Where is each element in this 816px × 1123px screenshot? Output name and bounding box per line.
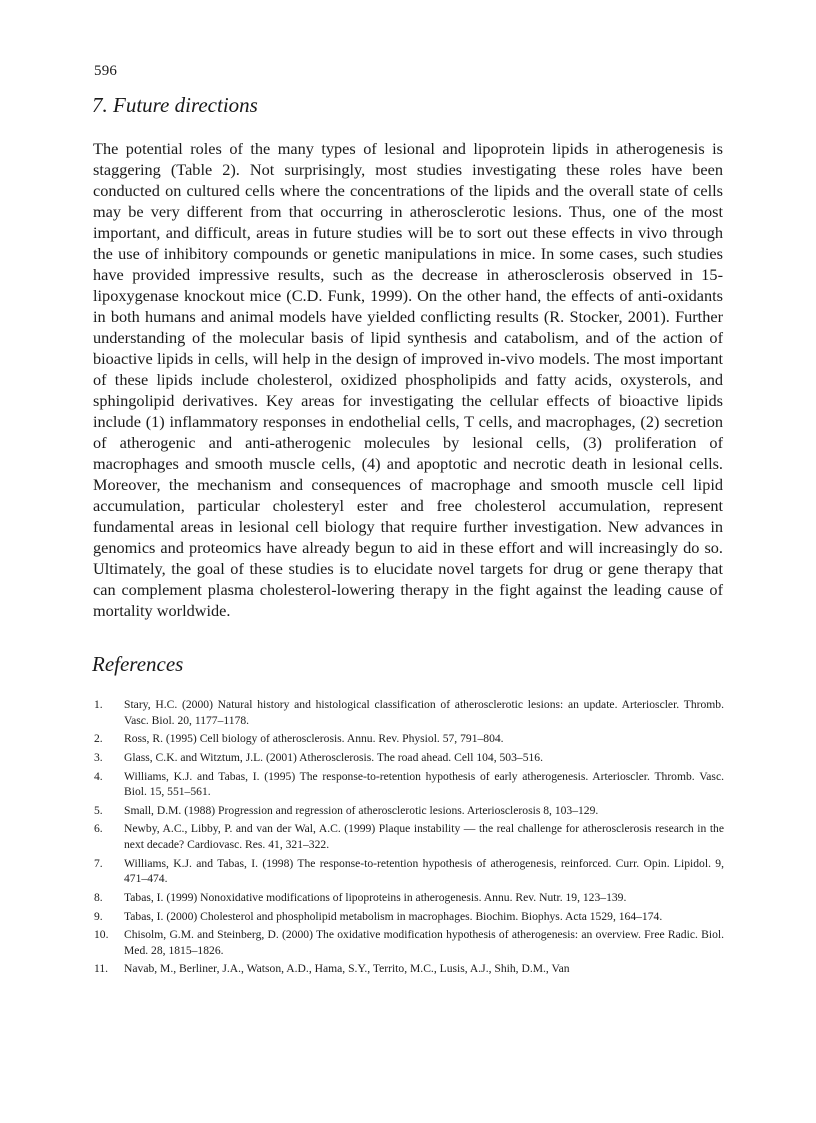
reference-number: 7. [94, 856, 103, 870]
reference-number: 3. [94, 750, 103, 764]
page-number: 596 [94, 63, 118, 79]
reference-item [94, 961, 724, 977]
reference-item [94, 731, 724, 747]
reference-item [94, 821, 724, 852]
reference-item [94, 927, 724, 958]
reference-text: Newby, A.C., Libby, P. and van der Wal, A.C. (1999) Plaque instability — the real challenge for atherosclerosis research in the next decade? Cardiovasc. Res. 41, 321–322. [124, 822, 724, 851]
section-title: 7. Future directions [92, 93, 258, 117]
reference-number: 6. [94, 822, 103, 836]
reference-text: Tabas, I. (1999) Nonoxidative modifications of lipoproteins in atherogenesis. Annu. Rev. Nutr. 19, 123–139. [124, 890, 627, 904]
section-body-paragraph: The potential roles of the many types of lesional and lipoprotein lipids in atherogenesis is staggering (Table 2). Not surprisingly, most studies investigating these roles have been conducted on cultured cells where the concentrations of the lipids and the overall state of cells may be very different from that occurring in atherosclerotic lesions. Thus, one of the most important, and difficult, areas in future studies will be to sort out these effects in vivo through the use of inhibitory compounds or genetic manipulations in mice. In some cases, such studies have provided impressive results, such as the decrease in atherosclerosis observed in 15-lipoxygenase knockout mice (C.D. Funk, 1999). On the other hand, the effects of anti-oxidants in both humans and animal models have yielded conflicting results (R. Stocker, 2001). Further understanding of the molecular basis of lipid synthesis and catabolism, and of the action of bioactive lipids in cells, will help in the design of improved in-vivo models. The most important of these lipids include cholesterol, oxidized phospholipids and fatty acids, oxysterols, and sphingolipid derivatives. Key areas for investigating the cellular effects of bioactive lipids include (1) inflammatory responses in endothelial cells, T cells, and macrophages, (2) secretion of atherogenic and anti-atherogenic molecules by lesional cells, (3) proliferation of macrophages and smooth muscle cells, (4) and apoptotic and necrotic death in lesional cells. Moreover, the mechanism and consequences of macrophage and smooth muscle cell lipid accumulation, particular cholesteryl ester and free cholesterol accumulation, represent fundamental areas in lesional cell biology that require further investigation. New advances in genomics and proteomics have already begun to aid in these effort and will increasingly do so. Ultimately, the goal of these studies is to elucidate novel targets for drug or gene therapy that can complement plasma cholesterol-lowering therapy in the fight against the leading cause of mortality worldwide. [93, 139, 723, 620]
reference-number: 1. [94, 698, 103, 711]
reference-item [94, 750, 724, 766]
reference-text: Stary, H.C. (2000) Natural history and histological classification of atherosclerotic lesions: an update. Arterioscler. Thromb. Vasc. Biol. 20, 1177–1178. [124, 698, 724, 727]
reference-number: 10. [94, 928, 109, 942]
reference-item [94, 890, 724, 906]
reference-text: Small, D.M. (1988) Progression and regression of atherosclerotic lesions. Arteriosclerosis 8, 103–129. [124, 803, 599, 817]
reference-number: 2. [94, 732, 103, 746]
reference-number: 11. [94, 962, 109, 976]
reference-item [94, 856, 724, 887]
reference-item [94, 803, 724, 819]
reference-list [94, 697, 724, 980]
reference-text: Navab, M., Berliner, J.A., Watson, A.D., Hama, S.Y., Territo, M.C., Lusis, A.J., Shih, D.M., Van [124, 962, 570, 976]
reference-text: Ross, R. (1995) Cell biology of atherosclerosis. Annu. Rev. Physiol. 57, 791–804. [124, 732, 504, 746]
reference-text: Glass, C.K. and Witztum, J.L. (2001) Atherosclerosis. The road ahead. Cell 104, 503–516. [124, 750, 543, 764]
reference-item [94, 769, 724, 800]
reference-number: 5. [94, 803, 103, 817]
reference-number: 4. [94, 769, 103, 783]
reference-text: Williams, K.J. and Tabas, I. (1995) The response-to-retention hypothesis of early atherogenesis. Arterioscler. Thromb. Vasc. Biol. 15, 551–561. [124, 769, 724, 799]
reference-text: Chisolm, G.M. and Steinberg, D. (2000) The oxidative modification hypothesis of atherogenesis: an overview. Free Radic. Biol. Med. 28, 1815–1826. [124, 928, 724, 957]
reference-text: Tabas, I. (2000) Cholesterol and phospholipid metabolism in macrophages. Biochim. Biophys. Acta 1529, 164–174. [124, 909, 663, 923]
references-title: References [92, 652, 184, 676]
reference-text: Williams, K.J. and Tabas, I. (1998) The response-to-retention hypothesis of atherogenesis, reinforced. Curr. Opin. Lipidol. 9, 471–474. [124, 856, 724, 886]
reference-item [94, 909, 724, 925]
reference-number: 8. [94, 890, 103, 904]
reference-item [94, 697, 724, 728]
reference-number: 9. [94, 909, 103, 923]
